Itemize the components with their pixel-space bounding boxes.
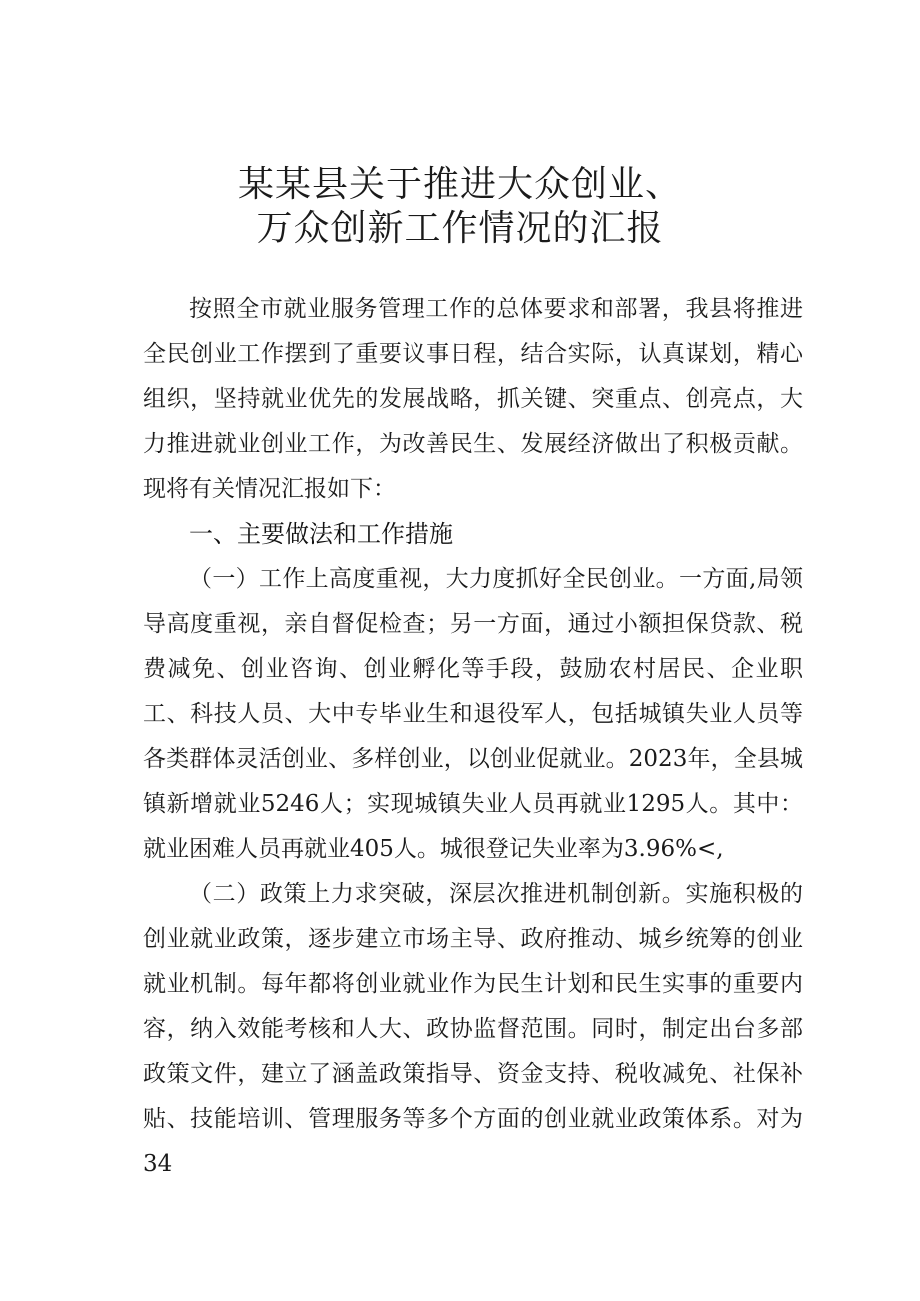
document-title-line2: 万众创新工作情况的汇报 bbox=[256, 208, 664, 249]
intro-paragraph: 按照全市就业服务管理工作的总体要求和部署，我县将推进全民创业工作摆到了重要议事日程，结合实际，认真谋划，精心组织，坚持就业优先的发展战略，抓关键、突重点、创亮点，大力推进就业创业工作，为改善民生、发展经济做出了积极贡献。现将有关情况汇报如下： bbox=[143, 296, 803, 502]
document-title-line1: 某某县关于推进大众创业、 bbox=[237, 164, 682, 205]
document-body bbox=[143, 287, 803, 1187]
paragraph-1: （一）工作上高度重视，大力度抓好全民创业。一方面,局领导高度重视，亲自督促检查；另一方面，通过小额担保贷款、税费减免、创业咨询、创业孵化等手段，鼓励农村居民、企业职工、科技人员、大中专毕业生和退役军人，包括城镇失业人员等各类群体灵活创业、多样创业，以创业促就业。2023年，全县城镇新增就业5246人；实现城镇失业人员再就业1295人。其中：就业困难人员再就业405人。城很登记失业率为3.96%<, bbox=[143, 566, 803, 862]
paragraph-2: （二）政策上力求突破，深层次推进机制创新。实施积极的创业就业政策，逐步建立市场主导、政府推动、城乡统筹的创业就业机制。每年都将创业就业作为民生计划和民生实事的重要内容，纳入效能考核和人大、政协监督范围。同时，制定出台多部政策文件，建立了涵盖政策指导、资金支持、税收减免、社保补贴、技能培训、管理服务等多个方面的创业就业政策体系。对为34 bbox=[143, 881, 803, 1177]
section-heading: 一、主要做法和工作措施 bbox=[189, 520, 453, 548]
